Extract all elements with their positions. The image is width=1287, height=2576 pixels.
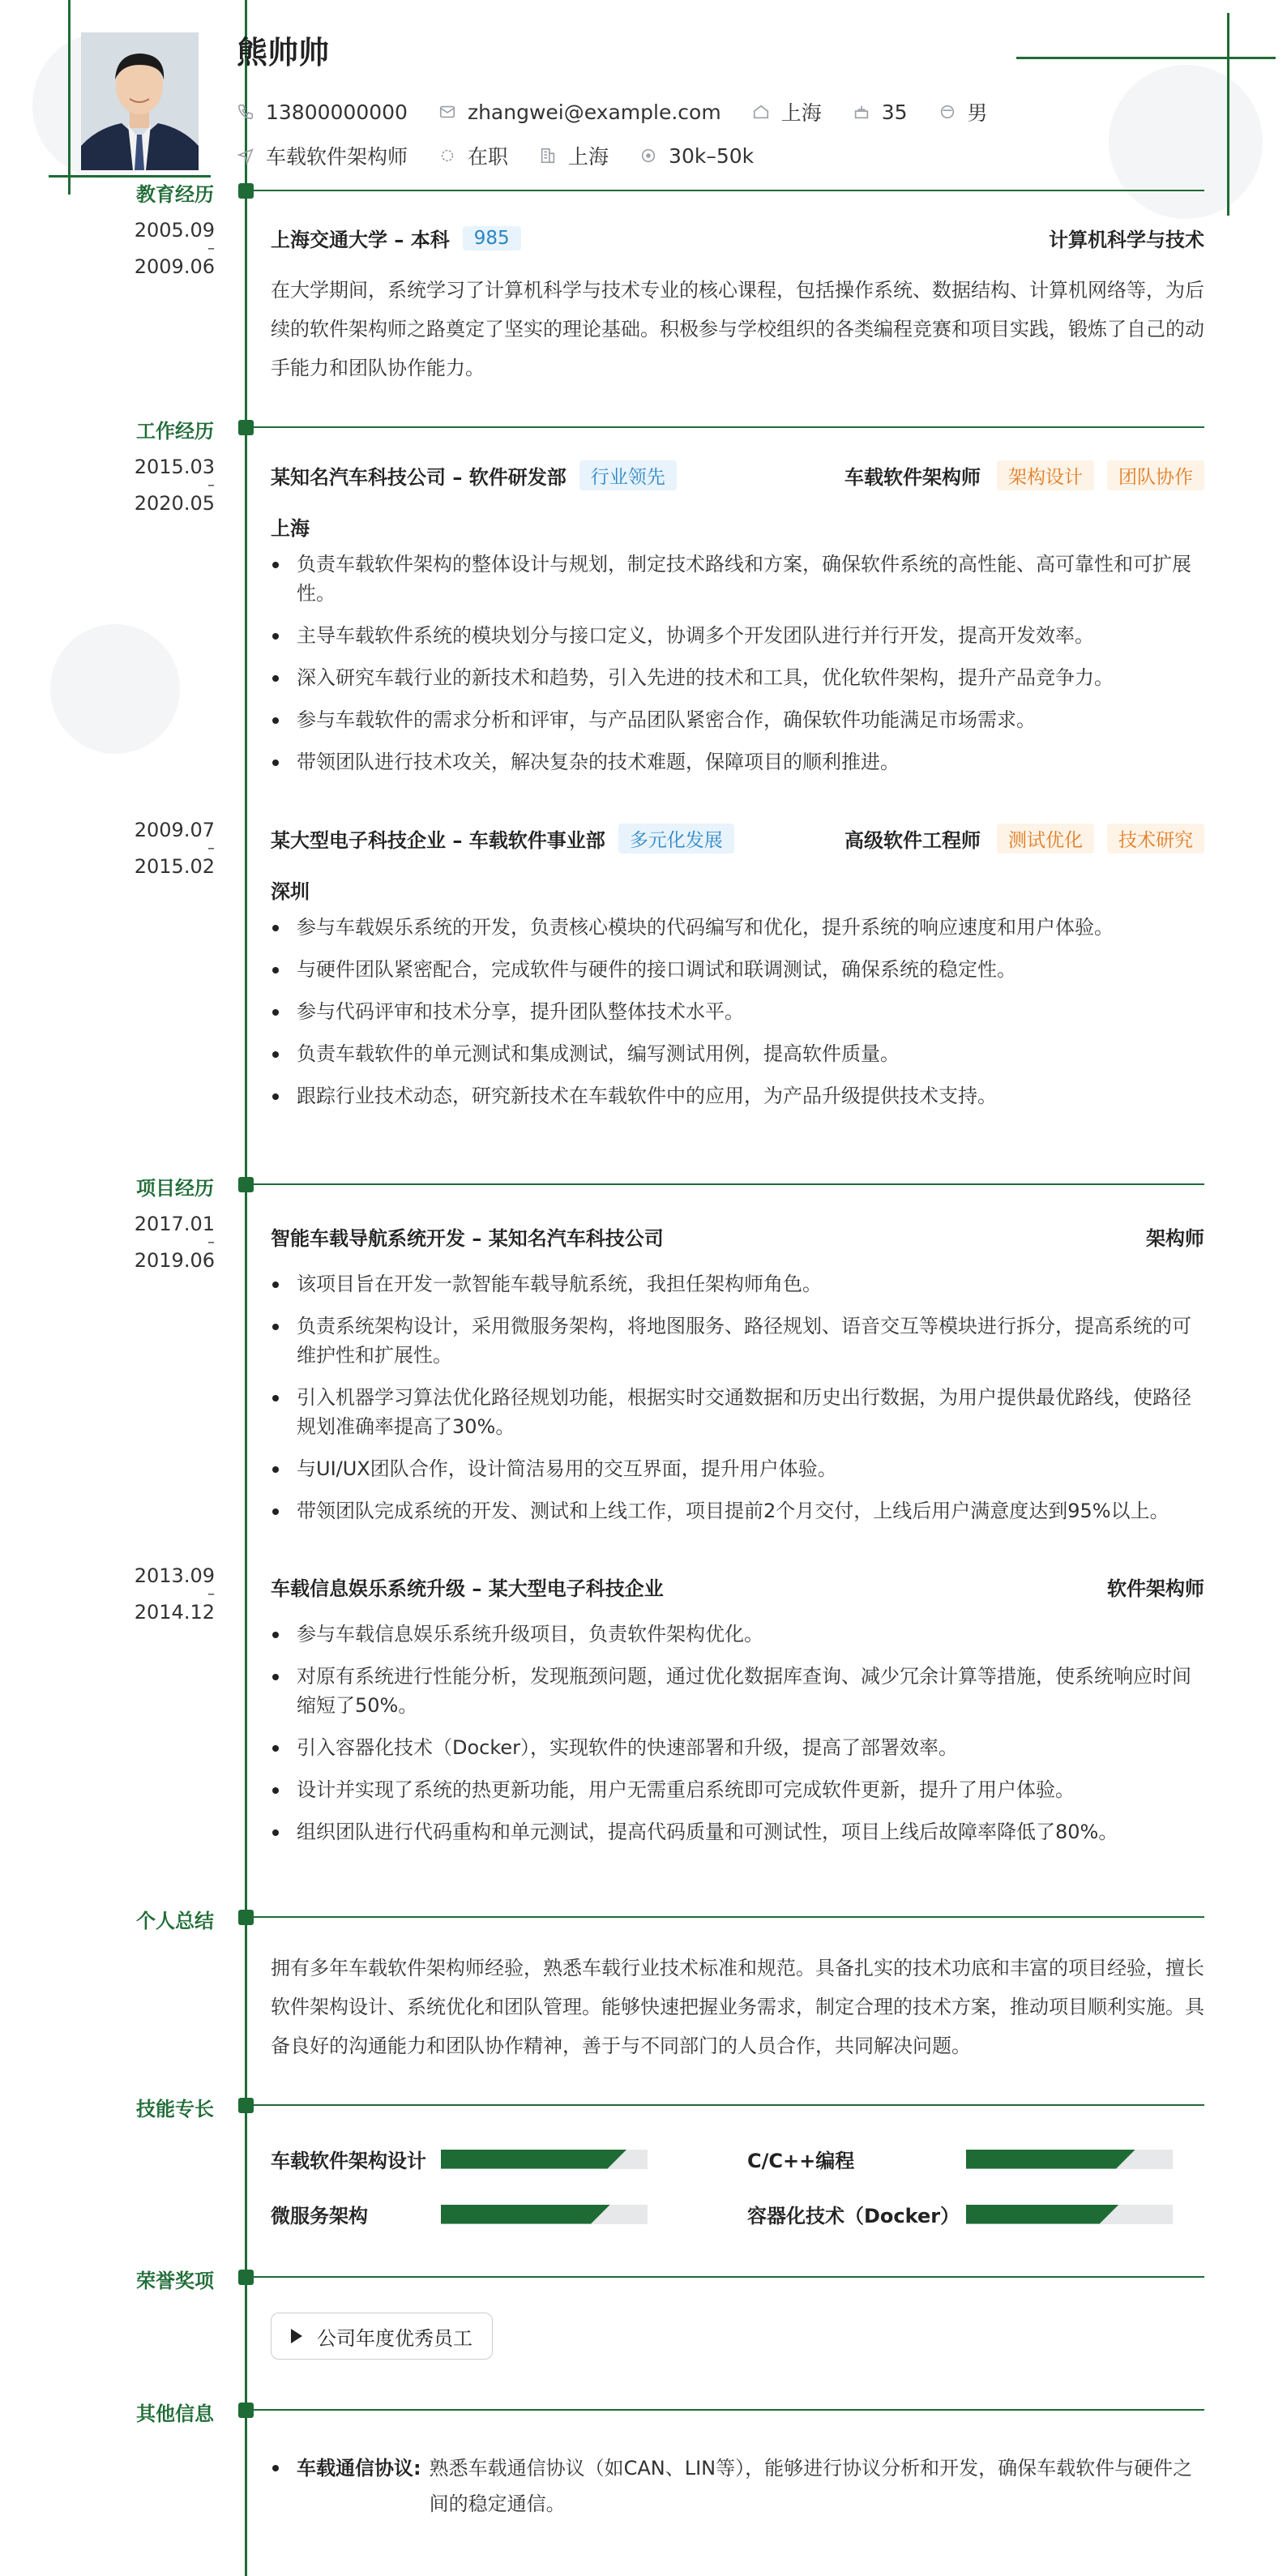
education-description: 在大学期间，系统学习了计算机科学与技术专业的核心课程，包括操作系统、数据结构、计算机网络等，为后续的软件架构师之路奠定了坚实的理论基础。积极参与学校组织的各类编程竞赛和项目实践，锻炼了自己的动手能力和团队协作能力。 (271, 279, 1204, 379)
list-item: 引入机器学习算法优化路径规划功能，根据实时交通数据和历史出行数据，为用户提供最优路线，使路径规划准确率提高了30%。 (271, 1383, 1204, 1441)
project-bullets (271, 1269, 1204, 1538)
job-role: 高级软件工程师 (844, 829, 981, 852)
school-name: 上海交通大学 – 本科 (271, 229, 450, 251)
list-item: 与UI/UX团队合作，设计简洁易用的交互界面，提升用户体验。 (271, 1454, 1204, 1483)
date-start: 2005.09 (134, 219, 215, 242)
skill-name: C/C++编程 (747, 2150, 855, 2172)
list-item: 主导车载软件系统的模块划分与接口定义，协调多个开发团队进行并行开发，提高开发效率。 (271, 621, 1204, 650)
list-item: 设计并实现了系统的热更新功能，用户无需重启系统即可完成软件更新，提升了用户体验。 (271, 1775, 1204, 1804)
date-end: 2015.02 (134, 855, 215, 878)
project-date (122, 1566, 215, 1623)
job-target-text: 车载软件架构师 (266, 145, 408, 169)
decor-circle-left (50, 624, 180, 754)
date-dash: – (207, 840, 215, 857)
section-title-summary: 个人总结 (136, 1910, 214, 1932)
date-dash: – (207, 1585, 215, 1603)
role-tag: 技术研究 (1107, 824, 1204, 854)
bullet-dot (272, 2465, 279, 2471)
email-item (438, 101, 721, 124)
coin-icon (639, 147, 657, 165)
other-info-label: 车载通信协议: (297, 2457, 421, 2480)
section-title-work: 工作经历 (136, 420, 214, 443)
work-date (122, 457, 215, 514)
section-divider (246, 2276, 1204, 2278)
skill-name: 车载软件架构设计 (271, 2150, 426, 2172)
section-divider (246, 426, 1204, 428)
phone-item (237, 101, 408, 124)
date-dash: – (207, 240, 215, 257)
skill-name: 容器化技术（Docker） (747, 2205, 960, 2227)
skill-item (747, 2200, 1173, 2228)
skill-item (271, 2200, 648, 2228)
section-title-projects: 项目经历 (136, 1177, 214, 1200)
project-role: 架构师 (1146, 1227, 1204, 1250)
education-header (271, 224, 1204, 252)
phone-text: 13800000000 (266, 100, 408, 124)
list-item: 带领团队完成系统的开发、测试和上线工作，项目提前2个月交付，上线后用户满意度达到95%以上。 (271, 1496, 1204, 1525)
contact-row (237, 97, 1019, 126)
date-dash: – (207, 477, 215, 494)
skill-bar (441, 2205, 648, 2224)
other-info-item (271, 2450, 1204, 2522)
company-name: 某大型电子科技企业 – 车载软件事业部 (271, 829, 605, 852)
age-item (853, 101, 908, 124)
job-target-item (237, 141, 408, 170)
list-item: 组织团队进行代码重构和单元测试，提高代码质量和可测试性，项目上线后故障率降低了80%。 (271, 1817, 1204, 1846)
school-tag: 985 (463, 226, 521, 250)
email-text: zhangwei@example.com (467, 100, 721, 124)
work-date (122, 820, 215, 877)
skill-bar-fill (441, 2150, 627, 2169)
age-text: 35 (881, 100, 908, 124)
building-icon (539, 147, 557, 165)
skill-bar-fill (966, 2205, 1119, 2224)
honor-text: 公司年度优秀员工 (317, 2326, 472, 2350)
section-title-education: 教育经历 (136, 183, 214, 206)
list-item: 参与车载信息娱乐系统升级项目，负责软件架构优化。 (271, 1620, 1204, 1649)
list-item: 参与车载娱乐系统的开发，负责核心模块的代码编写和优化，提升系统的响应速度和用户体验。 (271, 913, 1204, 942)
date-dash: – (207, 1234, 215, 1251)
status-text: 在职 (468, 145, 509, 169)
section-title-honors: 荣誉奖项 (136, 2270, 214, 2292)
project-header (271, 1222, 1204, 1251)
education-date (122, 220, 215, 277)
location-text: 上海 (780, 101, 822, 125)
list-item: 与硬件团队紧密配合，完成软件与硬件的接口调试和联调测试，确保系统的稳定性。 (271, 955, 1204, 984)
project-header (271, 1573, 1204, 1601)
skill-bar-fill (441, 2205, 610, 2224)
gender-icon (939, 103, 956, 121)
section-title-skills: 技能专长 (136, 2098, 214, 2120)
project-date (122, 1214, 215, 1271)
section-divider (246, 190, 1204, 191)
section-divider (246, 2104, 1204, 2106)
city-item (539, 141, 609, 170)
date-start: 2009.07 (134, 819, 215, 841)
skill-item (747, 2145, 1173, 2173)
decor-line (49, 175, 211, 178)
mail-icon (438, 103, 456, 121)
section-divider (246, 1183, 1204, 1185)
role-tag: 测试优化 (997, 824, 1094, 854)
avatar (81, 32, 199, 170)
gender-text: 男 (967, 101, 988, 125)
section-divider (246, 2409, 1204, 2411)
list-item: 跟踪行业技术动态，研究新技术在车载软件中的应用，为产品升级提供技术支持。 (271, 1081, 1204, 1110)
list-item: 参与车载软件的需求分析和评审，与产品团队紧密合作，确保软件功能满足市场需求。 (271, 705, 1204, 734)
company-name: 某知名汽车科技公司 – 软件研发部 (271, 466, 567, 489)
list-item: 深入研究车载行业的新技术和趋势，引入先进的技术和工具，优化软件架构，提升产品竞争力。 (271, 663, 1204, 692)
location-item (752, 97, 822, 126)
company-tag: 多元化发展 (618, 824, 734, 854)
decor-line (1227, 13, 1229, 216)
list-item: 参与代码评审和技术分享，提升团队整体技术水平。 (271, 997, 1204, 1026)
summary-text: 拥有多年车载软件架构师经验，熟悉车载行业技术标准和规范。具备扎实的技术功底和丰富的项目经验，擅长软件架构设计、系统优化和团队管理。能够快速把握业务需求，制定合理的技术方案，推动项目顺利实施。具备良好的沟通能力和团队协作精神，善于与不同部门的人员合作，共同解决问题。 (271, 1957, 1204, 2057)
job-role: 车载软件架构师 (844, 466, 981, 489)
role-tag: 团队协作 (1107, 460, 1204, 490)
decor-circle-top-right (1109, 65, 1263, 219)
salary-item (639, 144, 754, 168)
list-item: 负责车载软件架构的整体设计与规划，制定技术路线和方案，确保软件系统的高性能、高可靠性和可扩展性。 (271, 550, 1204, 608)
status-icon (438, 147, 456, 165)
skill-bar-fill (966, 2150, 1135, 2169)
date-start: 2015.03 (134, 456, 215, 478)
company-tag: 行业领先 (579, 460, 677, 490)
skill-item (271, 2145, 648, 2173)
avatar-portrait (81, 32, 199, 170)
home-icon (752, 103, 770, 121)
skill-name: 微服务架构 (271, 2205, 368, 2227)
timeline-line (245, 0, 247, 2576)
section-title-other: 其他信息 (136, 2403, 214, 2425)
salary-text: 30k–50k (669, 143, 755, 168)
list-item: 对原有系统进行性能分析，发现瓶颈问题，通过优化数据库查询、减少冗余计算等措施，使系统响应时间缩短了50%。 (271, 1662, 1204, 1720)
list-item: 负责系统架构设计，采用微服务架构，将地图服务、路径规划、语音交互等模块进行拆分，提高系统的可维护性和扩展性。 (271, 1312, 1204, 1370)
candidate-name: 熊帅帅 (237, 35, 330, 71)
play-triangle-icon (291, 2329, 302, 2343)
skill-bar (441, 2150, 648, 2169)
project-title: 车载信息娱乐系统升级 – 某大型电子科技企业 (271, 1577, 664, 1600)
work-header (271, 460, 1204, 490)
decor-line (68, 0, 71, 195)
work-bullets (271, 913, 1204, 1123)
project-title: 智能车载导航系统开发 – 某知名汽车科技公司 (271, 1227, 664, 1250)
section-divider (246, 1916, 1204, 1918)
role-tag: 架构设计 (997, 460, 1094, 490)
date-end: 2019.06 (134, 1249, 215, 1272)
decor-line (1016, 57, 1276, 59)
send-icon (237, 147, 254, 165)
gender-item (939, 97, 988, 126)
list-item: 该项目旨在开发一款智能车载导航系统，我担任架构师角色。 (271, 1269, 1204, 1299)
other-info-text: 熟悉车载通信协议（如CAN、LIN等），能够进行协议分析和开发，确保车载软件与硬件之间的稳定通信。 (429, 2457, 1193, 2515)
date-end: 2020.05 (134, 492, 215, 515)
phone-icon (237, 103, 254, 121)
work-location: 上海 (271, 517, 310, 540)
list-item: 带领团队进行技术攻关，解决复杂的技术难题，保障项目的顺利推进。 (271, 747, 1204, 777)
date-end: 2014.12 (134, 1601, 215, 1624)
project-role: 软件架构师 (1107, 1577, 1204, 1600)
skill-bar (966, 2150, 1173, 2169)
work-location: 深圳 (271, 880, 310, 903)
honor-badge (271, 2313, 493, 2360)
project-bullets (271, 1620, 1204, 1859)
date-start: 2017.01 (134, 1213, 215, 1235)
work-bullets (271, 550, 1204, 789)
status-item (438, 141, 508, 170)
job-intent-row (237, 141, 785, 170)
list-item: 负责车载软件的单元测试和集成测试，编写测试用例，提高软件质量。 (271, 1039, 1204, 1068)
list-item: 引入容器化技术（Docker），实现软件的快速部署和升级，提高了部署效率。 (271, 1733, 1204, 1762)
major: 计算机科学与技术 (1049, 229, 1204, 251)
date-start: 2013.09 (134, 1564, 215, 1587)
skill-bar (966, 2205, 1173, 2224)
city-text: 上海 (568, 145, 609, 169)
date-end: 2009.06 (134, 255, 215, 278)
work-header (271, 824, 1204, 854)
cake-icon (853, 103, 870, 121)
